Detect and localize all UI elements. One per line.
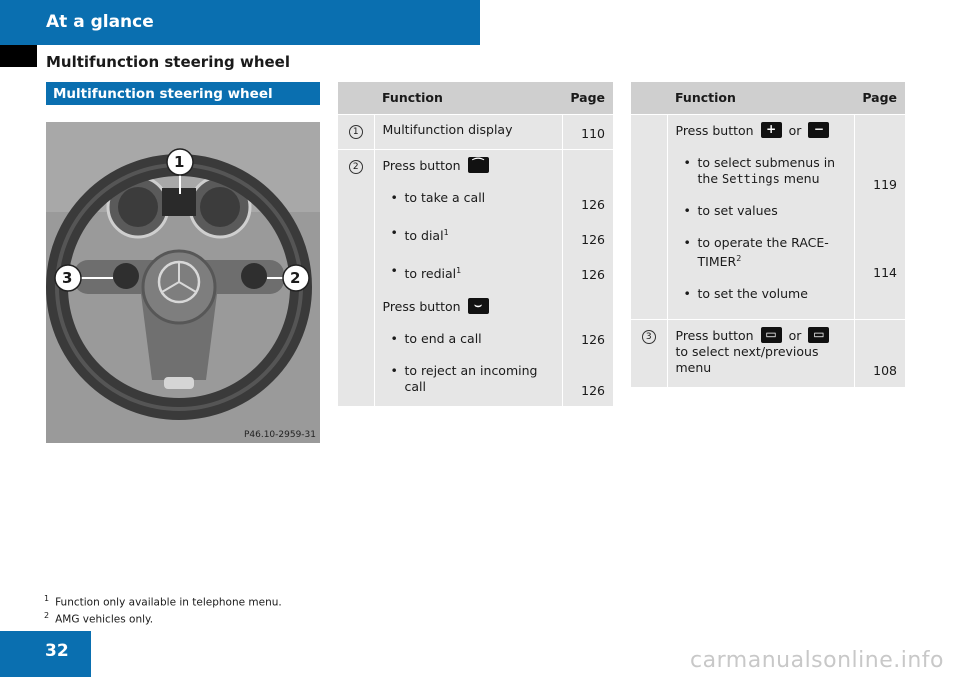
col-function-header: Function: [667, 82, 854, 114]
table-row: [338, 114, 613, 149]
row-page: 126: [581, 196, 605, 212]
watermark: carmanualsonline.info: [690, 648, 944, 673]
header-tab-marker: [0, 45, 37, 67]
press-button-label: Press button: [675, 122, 754, 138]
press-button-label: Press button: [382, 298, 461, 314]
row-number-badge: 1: [349, 125, 363, 139]
footnote: $^2$ AMG vehicles only.: [44, 611, 154, 626]
list-item: • to redial$^1$: [383, 263, 554, 282]
function-table-left: [338, 82, 613, 407]
col-page-header: Page: [562, 82, 613, 114]
list-item: • to set the volume: [676, 286, 846, 302]
minus-icon: −: [808, 122, 829, 138]
row-page: 114: [873, 264, 897, 280]
col-num-header: [338, 82, 374, 114]
callout-1: 1: [174, 153, 185, 171]
phone-answer-icon: ⌒: [468, 157, 489, 173]
row-page: 126: [581, 382, 605, 398]
section-title: Multifunction steering wheel: [46, 82, 320, 105]
steering-wheel-photo: [46, 122, 320, 443]
row-page: 126: [581, 231, 605, 247]
row-page: 126: [581, 266, 605, 282]
table-row: [631, 114, 905, 319]
list-item: • to set values: [676, 203, 846, 219]
col-function-header: Function: [374, 82, 562, 114]
list-item: • to select submenus in the Settings menu: [676, 155, 846, 187]
row-page: 119: [873, 176, 897, 192]
table-row: [631, 319, 905, 387]
or-label: or: [788, 122, 802, 138]
page-number: 32: [0, 631, 91, 677]
table-row: [338, 149, 613, 406]
header-title: At a glance: [46, 12, 154, 32]
row-page: 126: [581, 331, 605, 347]
press-button-label: Press button: [382, 157, 461, 173]
function-table-right: [631, 82, 905, 388]
row-function: Multifunction display: [374, 114, 562, 149]
row-page: 108: [873, 362, 897, 378]
row-number-badge: 3: [642, 330, 656, 344]
callout-2: 2: [290, 269, 301, 287]
previous-menu-icon: ▭: [761, 327, 782, 343]
row-number-badge: 2: [349, 160, 363, 174]
footnote: $^1$ Function only available in telephone menu.: [44, 594, 282, 609]
callout-3: 3: [62, 269, 73, 287]
plus-icon: +: [761, 122, 782, 138]
row-function: to select next/previous menu: [675, 343, 819, 375]
or-label: or: [788, 327, 802, 343]
phone-hangup-icon: ⌣: [468, 298, 489, 314]
page-subtitle: Multifunction steering wheel: [46, 53, 290, 71]
list-item: • to end a call: [383, 331, 554, 347]
photo-caption: P46.10-2959-31: [243, 430, 316, 440]
header-bar: [0, 0, 480, 45]
row-page: 110: [562, 114, 613, 149]
list-item: • to dial$^1$: [383, 225, 554, 244]
press-button-label: Press button: [675, 327, 754, 343]
next-menu-icon: ▭: [808, 327, 829, 343]
col-num-header: [631, 82, 667, 114]
list-item: • to take a call: [383, 190, 554, 206]
col-page-header: Page: [854, 82, 905, 114]
list-item: • to reject an incoming call: [383, 363, 554, 395]
list-item: • to operate the RACE-TIMER$^2$: [676, 235, 846, 270]
